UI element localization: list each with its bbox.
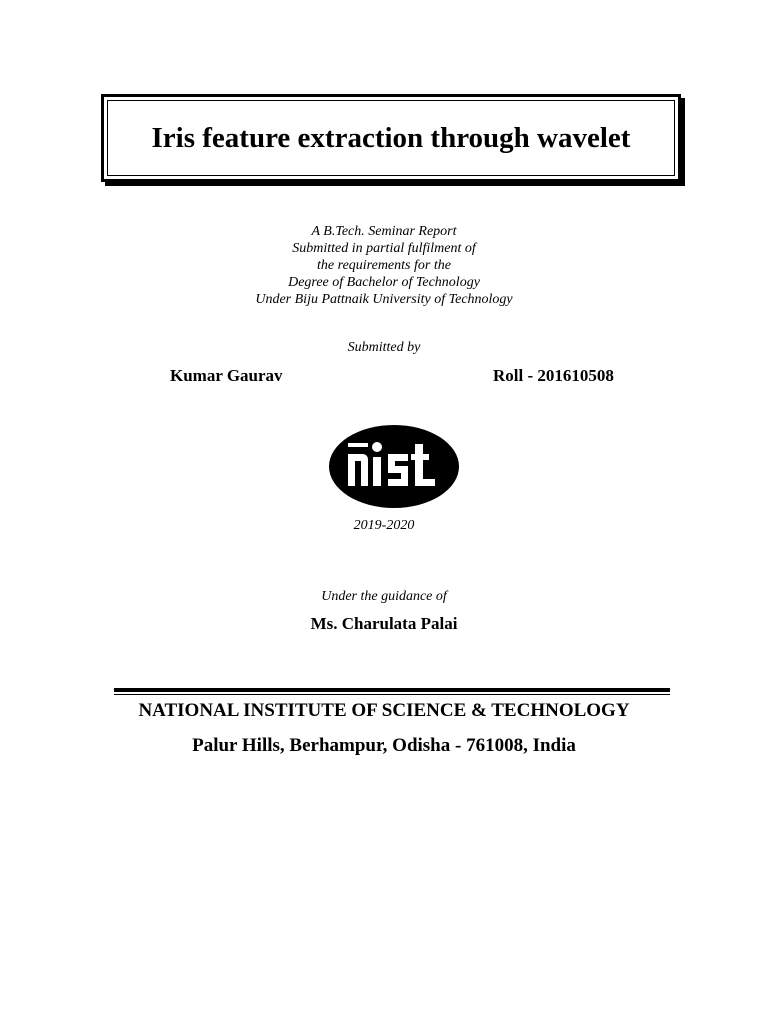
report-info-line-1: A B.Tech. Seminar Report [311, 224, 457, 239]
nist-logo-icon [328, 424, 460, 509]
institute-address: Palur Hills, Berhampur, Odisha - 761008, India [192, 735, 576, 756]
submitted-by-label: Submitted by [347, 340, 421, 355]
title-box [101, 94, 681, 182]
title-inner-frame [107, 100, 675, 176]
student-roll: Roll - 201610508 [493, 366, 614, 385]
report-title: Iris feature extraction through wavelet [151, 121, 631, 154]
institute-name: NATIONAL INSTITUTE OF SCIENCE & TECHNOLOGY [138, 700, 630, 721]
session-years: 2019-2020 [353, 518, 415, 533]
report-info-line-4: Degree of Bachelor of Technology [288, 275, 480, 290]
report-info-line-3: the requirements for the [317, 258, 451, 273]
student-name: Kumar Gaurav [170, 366, 283, 385]
guide-name: Ms. Charulata Palai [310, 614, 458, 633]
divider-thin [114, 694, 670, 695]
report-info-line-5: Under Biju Pattnaik University of Technology [255, 292, 513, 307]
divider-thick [114, 688, 670, 692]
guidance-label: Under the guidance of [321, 589, 447, 604]
report-info-line-2: Submitted in partial fulfilment of [292, 241, 476, 256]
